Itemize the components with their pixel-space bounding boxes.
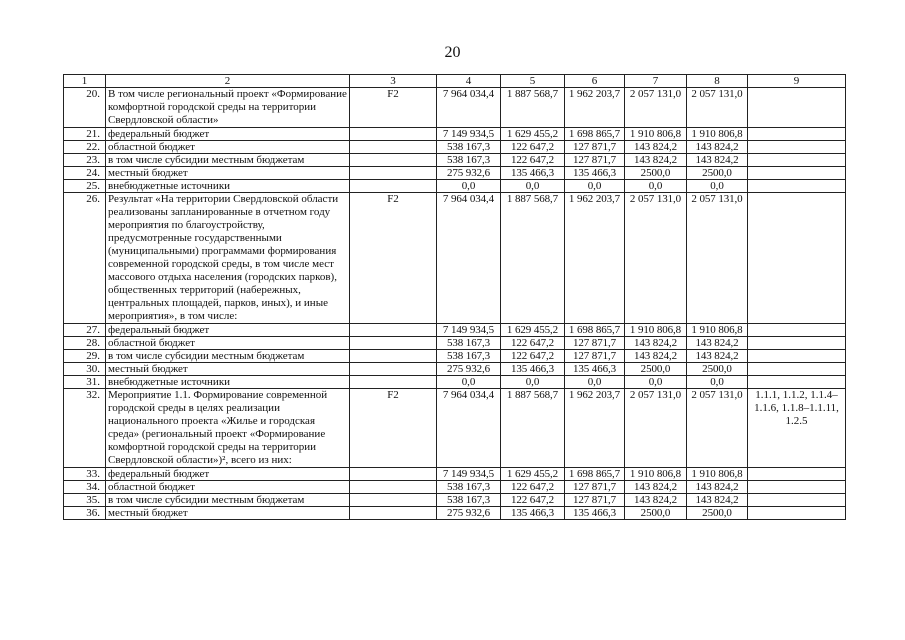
amount-col6: 127 871,7 [565, 350, 625, 363]
table-row [64, 468, 846, 481]
row-description: в том числе субсидии местным бюджетам [106, 494, 350, 507]
row-number: 26. [64, 193, 106, 324]
amount-col6: 127 871,7 [565, 337, 625, 350]
amount-col8: 2 057 131,0 [687, 389, 748, 468]
amount-col6: 1 698 865,7 [565, 324, 625, 337]
amount-col8: 1 910 806,8 [687, 128, 748, 141]
amount-col8: 143 824,2 [687, 141, 748, 154]
row-number: 35. [64, 494, 106, 507]
amount-col4: 7 964 034,4 [437, 389, 501, 468]
amount-col4: 7 149 934,5 [437, 128, 501, 141]
row-links [748, 88, 846, 128]
amount-col7: 1 910 806,8 [625, 468, 687, 481]
amount-col6: 1 698 865,7 [565, 128, 625, 141]
column-header: 7 [625, 75, 687, 88]
amount-col6: 135 466,3 [565, 363, 625, 376]
amount-col8: 2 057 131,0 [687, 88, 748, 128]
table-row [64, 389, 846, 468]
row-links [748, 494, 846, 507]
amount-col8: 2500,0 [687, 167, 748, 180]
row-number: 34. [64, 481, 106, 494]
table-row [64, 154, 846, 167]
row-number: 29. [64, 350, 106, 363]
row-description: федеральный бюджет [106, 128, 350, 141]
amount-col5: 135 466,3 [501, 167, 565, 180]
row-number: 21. [64, 128, 106, 141]
amount-col6: 127 871,7 [565, 141, 625, 154]
row-links [748, 167, 846, 180]
row-code [350, 167, 437, 180]
amount-col8: 1 910 806,8 [687, 324, 748, 337]
row-number: 25. [64, 180, 106, 193]
amount-col5: 1 629 455,2 [501, 128, 565, 141]
row-links [748, 363, 846, 376]
amount-col4: 538 167,3 [437, 141, 501, 154]
row-description: местный бюджет [106, 167, 350, 180]
amount-col5: 135 466,3 [501, 507, 565, 520]
amount-col8: 143 824,2 [687, 337, 748, 350]
amount-col7: 0,0 [625, 376, 687, 389]
amount-col7: 143 824,2 [625, 481, 687, 494]
row-links [748, 324, 846, 337]
row-description: В том числе региональный проект «Формирование комфортной городской среды на территории Свердловской области» [106, 88, 350, 128]
amount-col7: 1 910 806,8 [625, 128, 687, 141]
amount-col8: 2 057 131,0 [687, 193, 748, 324]
amount-col5: 122 647,2 [501, 350, 565, 363]
amount-col7: 143 824,2 [625, 141, 687, 154]
row-links [748, 481, 846, 494]
amount-col7: 1 910 806,8 [625, 324, 687, 337]
amount-col8: 2500,0 [687, 363, 748, 376]
row-description: внебюджетные источники [106, 180, 350, 193]
row-description: местный бюджет [106, 363, 350, 376]
row-links [748, 193, 846, 324]
amount-col6: 127 871,7 [565, 154, 625, 167]
amount-col7: 2500,0 [625, 507, 687, 520]
amount-col5: 1 887 568,7 [501, 88, 565, 128]
row-links [748, 141, 846, 154]
amount-col4: 7 964 034,4 [437, 193, 501, 324]
amount-col7: 143 824,2 [625, 350, 687, 363]
amount-col7: 2 057 131,0 [625, 193, 687, 324]
amount-col5: 122 647,2 [501, 481, 565, 494]
row-number: 36. [64, 507, 106, 520]
amount-col6: 127 871,7 [565, 494, 625, 507]
amount-col5: 0,0 [501, 376, 565, 389]
amount-col5: 135 466,3 [501, 363, 565, 376]
amount-col6: 1 962 203,7 [565, 389, 625, 468]
row-description: областной бюджет [106, 141, 350, 154]
row-code: F2 [350, 389, 437, 468]
row-code [350, 180, 437, 193]
table-row [64, 128, 846, 141]
row-code [350, 481, 437, 494]
amount-col5: 122 647,2 [501, 141, 565, 154]
amount-col7: 2500,0 [625, 167, 687, 180]
amount-col5: 1 887 568,7 [501, 193, 565, 324]
table-row [64, 363, 846, 376]
amount-col4: 7 149 934,5 [437, 324, 501, 337]
amount-col6: 1 962 203,7 [565, 88, 625, 128]
row-links [748, 154, 846, 167]
amount-col6: 135 466,3 [565, 167, 625, 180]
amount-col4: 275 932,6 [437, 507, 501, 520]
amount-col6: 127 871,7 [565, 481, 625, 494]
table-row [64, 324, 846, 337]
amount-col6: 0,0 [565, 180, 625, 193]
budget-table [63, 74, 846, 520]
amount-col4: 0,0 [437, 180, 501, 193]
row-description: Результат «На территории Свердловской области реализованы запланированные в отчетном году мероприятия по благоустройству, предусмотренные государственными (муниципальными) программами формирования современной городской среды, в том числе мест массового отдыха населения (городских парков), общественных территорий (набережных, центральных площадей, парков, иных), и иные мероприятия», в том числе: [106, 193, 350, 324]
page-number: 20 [444, 44, 461, 61]
row-code [350, 376, 437, 389]
amount-col6: 1 962 203,7 [565, 193, 625, 324]
table-row [64, 193, 846, 324]
row-links [748, 128, 846, 141]
row-number: 22. [64, 141, 106, 154]
row-description: в том числе субсидии местным бюджетам [106, 154, 350, 167]
row-code: F2 [350, 193, 437, 324]
table-row [64, 141, 846, 154]
table-row [64, 507, 846, 520]
amount-col4: 538 167,3 [437, 481, 501, 494]
row-number: 23. [64, 154, 106, 167]
amount-col4: 538 167,3 [437, 494, 501, 507]
row-number: 33. [64, 468, 106, 481]
amount-col7: 0,0 [625, 180, 687, 193]
table-row [64, 88, 846, 128]
row-number: 31. [64, 376, 106, 389]
amount-col5: 122 647,2 [501, 494, 565, 507]
row-number: 27. [64, 324, 106, 337]
row-links [748, 180, 846, 193]
amount-col8: 143 824,2 [687, 154, 748, 167]
amount-col7: 143 824,2 [625, 494, 687, 507]
amount-col6: 0,0 [565, 376, 625, 389]
row-code: F2 [350, 88, 437, 128]
row-description: местный бюджет [106, 507, 350, 520]
row-number: 32. [64, 389, 106, 468]
amount-col5: 1 629 455,2 [501, 468, 565, 481]
column-header: 3 [350, 75, 437, 88]
amount-col5: 122 647,2 [501, 337, 565, 350]
row-code [350, 494, 437, 507]
amount-col8: 143 824,2 [687, 481, 748, 494]
row-code [350, 154, 437, 167]
row-description: внебюджетные источники [106, 376, 350, 389]
row-code [350, 350, 437, 363]
amount-col6: 1 698 865,7 [565, 468, 625, 481]
column-header: 5 [501, 75, 565, 88]
row-code [350, 141, 437, 154]
amount-col7: 143 824,2 [625, 337, 687, 350]
amount-col8: 0,0 [687, 376, 748, 389]
amount-col5: 0,0 [501, 180, 565, 193]
row-description: Мероприятие 1.1. Формирование современной городской среды в целях реализации национального проекта «Жилье и городская среда» (региональный проект «Формирование комфортной городской среды на территории Свердловской области»)², всего из них: [106, 389, 350, 468]
table-row [64, 167, 846, 180]
row-number: 28. [64, 337, 106, 350]
table-row [64, 350, 846, 363]
amount-col7: 2 057 131,0 [625, 389, 687, 468]
amount-col7: 2 057 131,0 [625, 88, 687, 128]
row-number: 30. [64, 363, 106, 376]
amount-col4: 538 167,3 [437, 154, 501, 167]
table-row [64, 494, 846, 507]
row-links: 1.1.1, 1.1.2, 1.1.4–1.1.6, 1.1.8–1.1.11, 1.2.5 [748, 389, 846, 468]
column-header: 4 [437, 75, 501, 88]
amount-col7: 143 824,2 [625, 154, 687, 167]
column-header: 8 [687, 75, 748, 88]
column-header-row [64, 75, 846, 88]
amount-col6: 135 466,3 [565, 507, 625, 520]
row-links [748, 507, 846, 520]
row-description: областной бюджет [106, 481, 350, 494]
row-code [350, 507, 437, 520]
row-links [748, 350, 846, 363]
row-number: 24. [64, 167, 106, 180]
table-row [64, 180, 846, 193]
row-description: в том числе субсидии местным бюджетам [106, 350, 350, 363]
amount-col8: 143 824,2 [687, 350, 748, 363]
row-links [748, 337, 846, 350]
amount-col5: 122 647,2 [501, 154, 565, 167]
row-links [748, 468, 846, 481]
amount-col8: 2500,0 [687, 507, 748, 520]
table-row [64, 481, 846, 494]
row-code [350, 468, 437, 481]
column-header: 1 [64, 75, 106, 88]
row-description: областной бюджет [106, 337, 350, 350]
row-links [748, 376, 846, 389]
amount-col5: 1 887 568,7 [501, 389, 565, 468]
amount-col4: 7 964 034,4 [437, 88, 501, 128]
amount-col4: 538 167,3 [437, 350, 501, 363]
row-number: 20. [64, 88, 106, 128]
amount-col4: 0,0 [437, 376, 501, 389]
row-description: федеральный бюджет [106, 468, 350, 481]
row-code [350, 324, 437, 337]
amount-col8: 0,0 [687, 180, 748, 193]
column-header: 9 [748, 75, 846, 88]
table-row [64, 376, 846, 389]
amount-col5: 1 629 455,2 [501, 324, 565, 337]
table-row [64, 337, 846, 350]
row-code [350, 128, 437, 141]
column-header: 2 [106, 75, 350, 88]
row-code [350, 337, 437, 350]
row-code [350, 363, 437, 376]
amount-col4: 7 149 934,5 [437, 468, 501, 481]
column-header: 6 [565, 75, 625, 88]
amount-col4: 275 932,6 [437, 363, 501, 376]
amount-col4: 538 167,3 [437, 337, 501, 350]
amount-col4: 275 932,6 [437, 167, 501, 180]
amount-col7: 2500,0 [625, 363, 687, 376]
amount-col8: 1 910 806,8 [687, 468, 748, 481]
row-description: федеральный бюджет [106, 324, 350, 337]
amount-col8: 143 824,2 [687, 494, 748, 507]
